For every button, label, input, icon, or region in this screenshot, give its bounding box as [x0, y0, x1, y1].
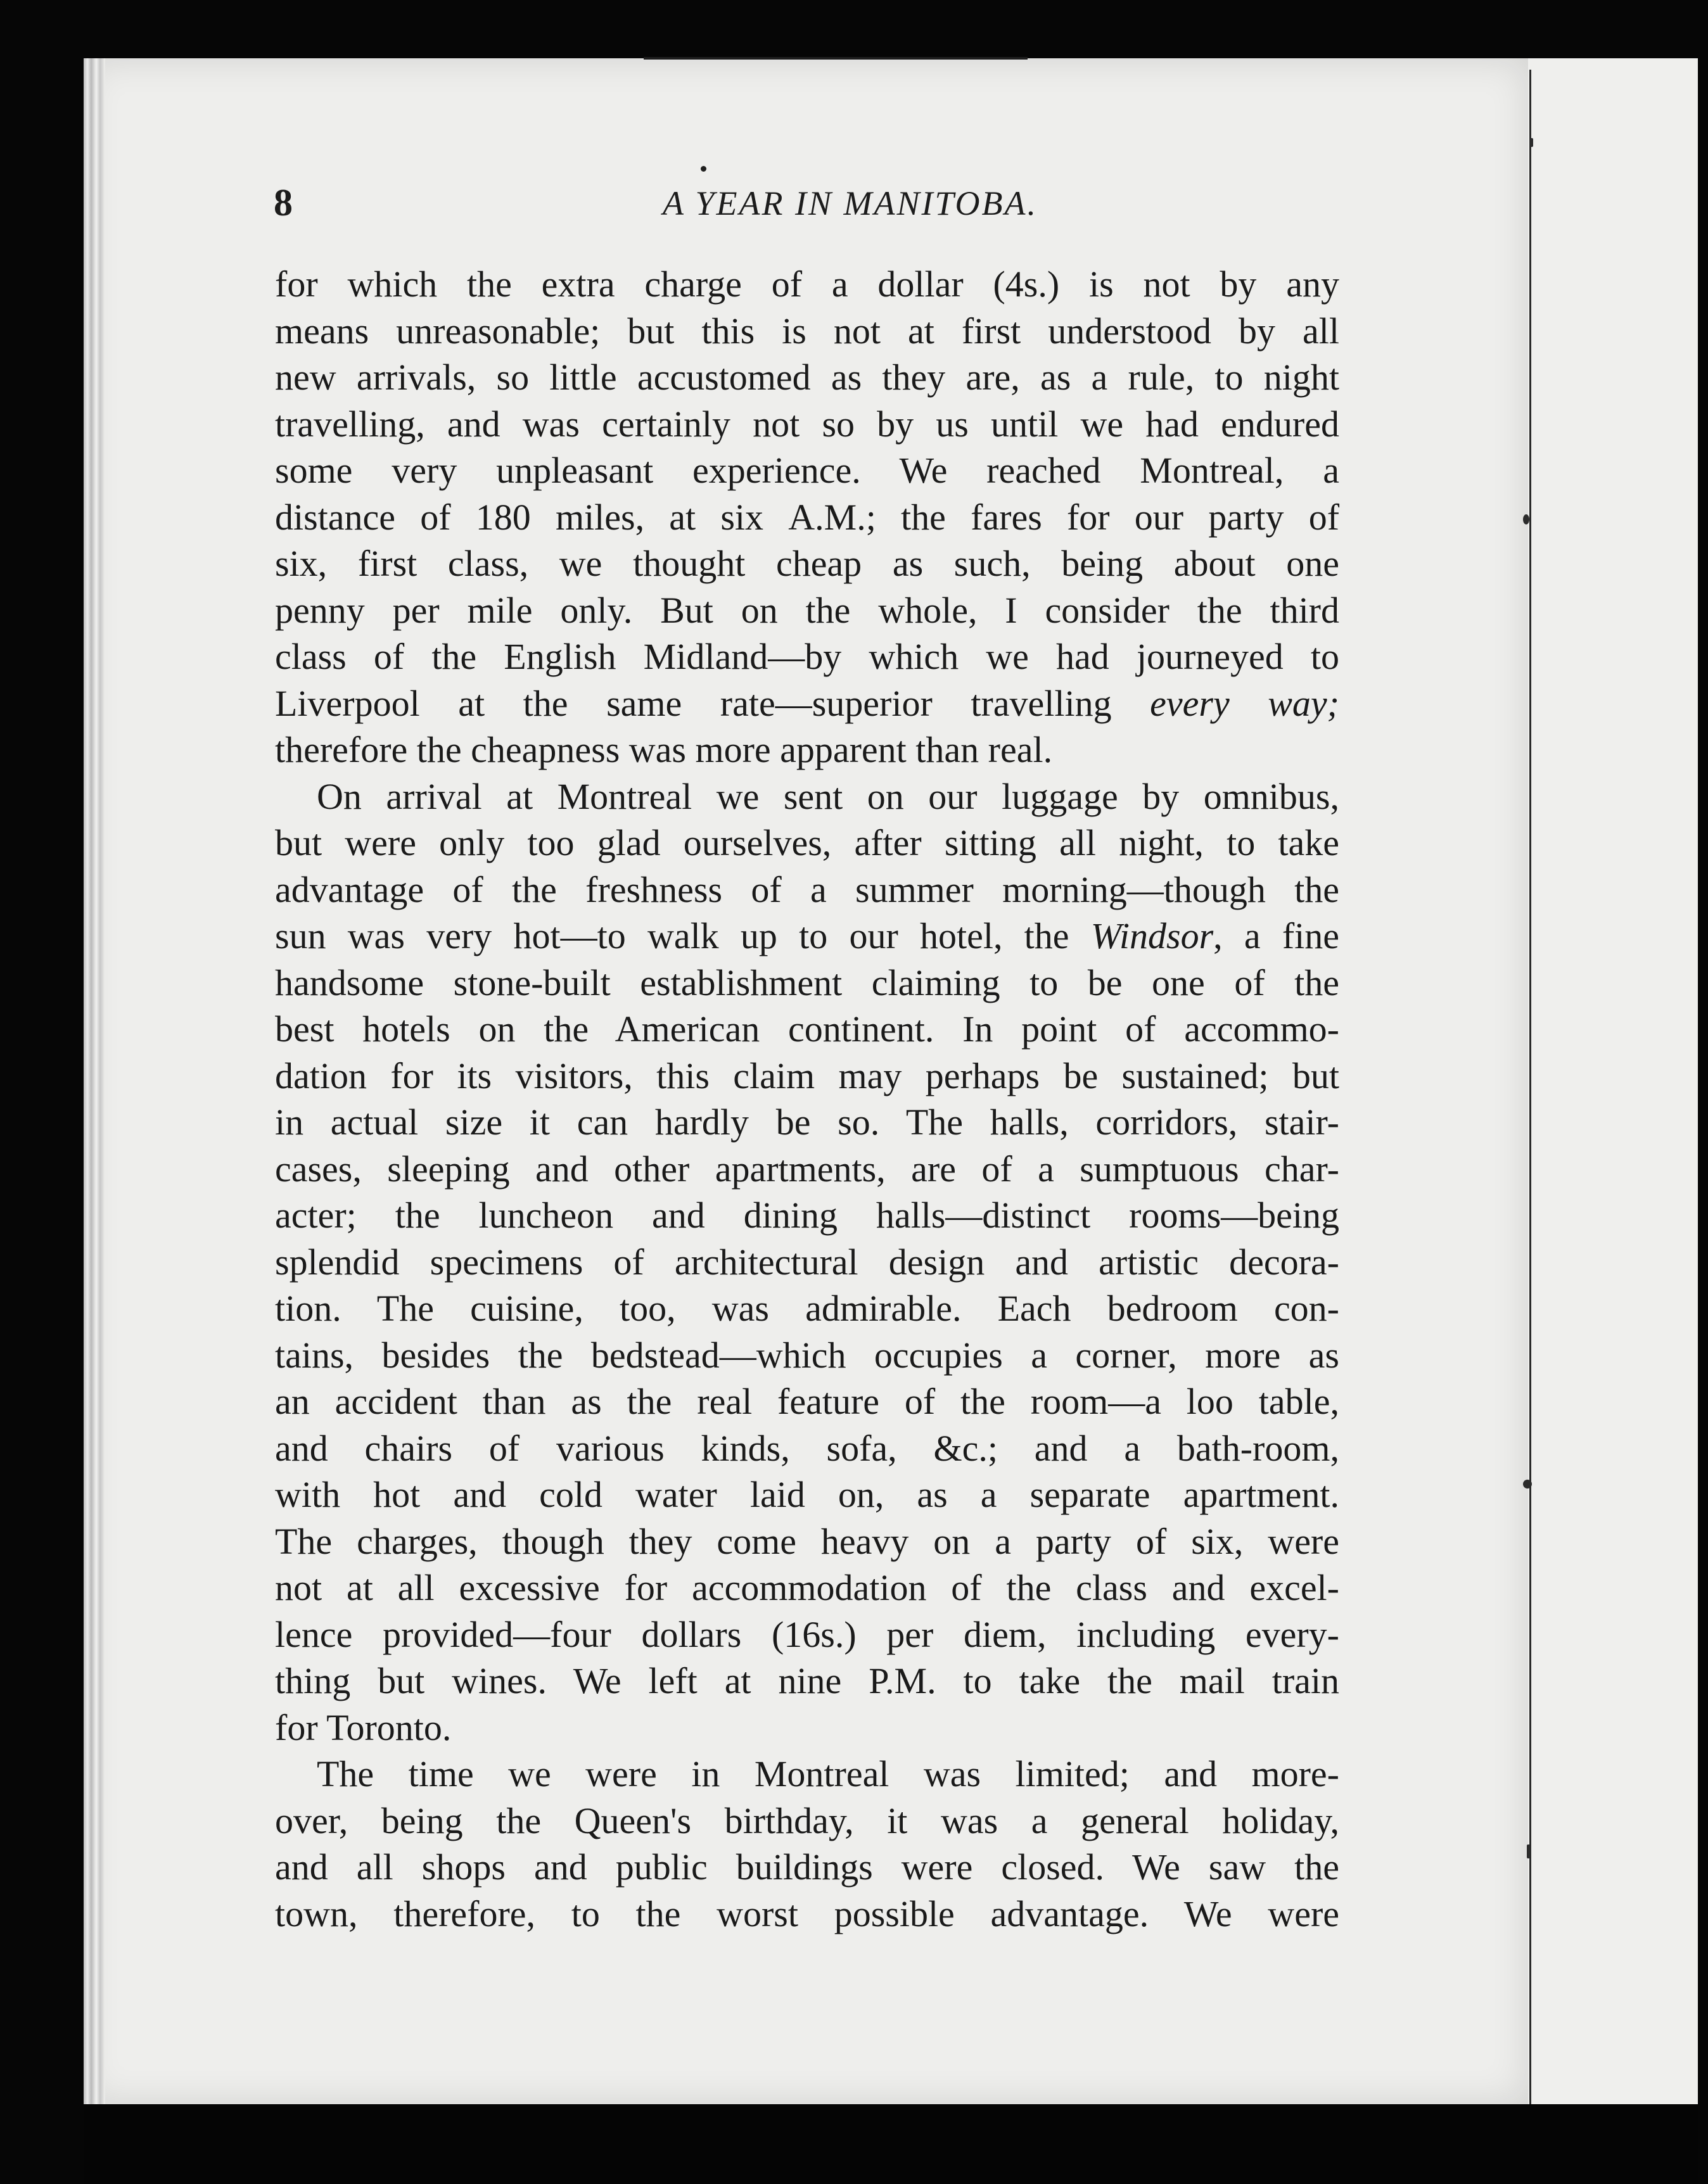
text-line: penny per mile only. But on the whole, I consider the third — [275, 589, 1339, 631]
text-line: therefore the cheapness was more apparent than real. — [275, 729, 1053, 770]
page-number: 8 — [274, 182, 293, 224]
text-fragment: Liverpool at the same rate—superior travelling — [275, 682, 1150, 724]
text-line: an accident than as the real feature of the room—a loo table, — [275, 1381, 1339, 1422]
text-line: splendid specimens of architectural design and artistic decora- — [275, 1241, 1339, 1283]
text-line: handsome stone-built establishment claiming to be one of the — [275, 962, 1339, 1003]
text-fragment: sun was very hot—to walk up to our hotel, the — [275, 915, 1091, 956]
text-line: new arrivals, so little accustomed as they are, as a rule, to night — [275, 357, 1339, 398]
scan-speck — [1523, 514, 1529, 524]
text-line: in actual size it can hardly be so. The halls, corridors, stair- — [275, 1102, 1339, 1143]
text-fragment: to take the mail train — [936, 1660, 1339, 1701]
text-line — [275, 913, 1339, 960]
text-line: for Toronto. — [275, 1706, 452, 1748]
text-line: tion. The cuisine, too, was admirable. Each bedroom con- — [275, 1288, 1339, 1329]
small-caps-pm: P.M. — [869, 1660, 936, 1701]
scan-speck — [1529, 138, 1533, 147]
italic-every-way: every way; — [1150, 682, 1339, 724]
text-line: means unreasonable; but this is not at first understood by all — [275, 310, 1339, 352]
text-line — [275, 494, 1339, 541]
text-line: some very unpleasant experience. We reached Montreal, a — [275, 450, 1339, 491]
text-fragment: distance of 180 miles, at six — [275, 496, 789, 538]
paragraph-start: On arrival at Montreal we sent on our luggage by omnibus, — [317, 775, 1339, 817]
scan-speck — [1527, 1844, 1531, 1858]
text-fragment: thing but wines. We left at nine — [275, 1660, 869, 1701]
text-line: and chairs of various kinds, sofa, &c.; and a bath-room, — [275, 1427, 1339, 1469]
text-fragment: , a fine — [1213, 915, 1339, 956]
text-line: advantage of the freshness of a summer morning—though the — [275, 868, 1339, 910]
text-line: lence provided—four dollars (16s.) per diem, including every- — [275, 1613, 1339, 1655]
text-line: for which the extra charge of a dollar (4s.) is not by any — [275, 263, 1339, 305]
page-gutter — [84, 58, 105, 2104]
text-line: tains, besides the bedstead—which occupies a corner, more as — [275, 1334, 1339, 1376]
text-line: six, first class, we thought cheap as such, being about one — [275, 543, 1339, 584]
header-dot-mark — [701, 166, 706, 172]
text-line: dation for its visitors, this claim may perhaps be sustained; but — [275, 1055, 1339, 1096]
text-fragment: ; the fares for our party of — [865, 496, 1340, 538]
page-header — [274, 177, 1338, 247]
scan-bottom-margin — [84, 2104, 1698, 2184]
scan-speck — [1523, 1480, 1532, 1489]
text-line: but were only too glad ourselves, after sitting all night, to take — [275, 822, 1339, 863]
text-line: and all shops and public buildings were closed. We saw the — [275, 1846, 1339, 1888]
text-line: travelling, and was certainly not so by us until we had endured — [275, 403, 1339, 445]
body-text — [275, 261, 1339, 1937]
text-line: not at all excessive for accommodation of the class and excel- — [275, 1567, 1339, 1608]
paragraph-start: The time we were in Montreal was limited; and more- — [317, 1753, 1339, 1794]
facing-page-border — [1529, 70, 1531, 2109]
text-line: cases, sleeping and other apartments, are of a sumptuous char- — [275, 1148, 1339, 1190]
text-line: town, therefore, to the worst possible advantage. We were — [275, 1893, 1339, 1934]
text-line — [275, 1658, 1339, 1705]
text-line: class of the English Midland—by which we had journeyed to — [275, 636, 1339, 677]
text-line — [275, 680, 1339, 727]
running-title: A YEAR IN MANITOBA. — [663, 184, 1038, 222]
text-line: over, being the Queen's birthday, it was a general holiday, — [275, 1800, 1339, 1841]
italic-windsor: Windsor — [1090, 915, 1214, 956]
title-underline — [644, 57, 1028, 60]
text-line: best hotels on the American continent. In point of accommo- — [275, 1008, 1339, 1050]
facing-page-edge — [1528, 58, 1698, 2117]
text-line: The charges, though they come heavy on a party of six, were — [275, 1520, 1339, 1562]
text-line: acter; the luncheon and dining halls—distinct rooms—being — [275, 1195, 1339, 1236]
text-line: with hot and cold water laid on, as a separate apartment. — [275, 1474, 1339, 1515]
small-caps-am: A.M. — [788, 496, 866, 538]
